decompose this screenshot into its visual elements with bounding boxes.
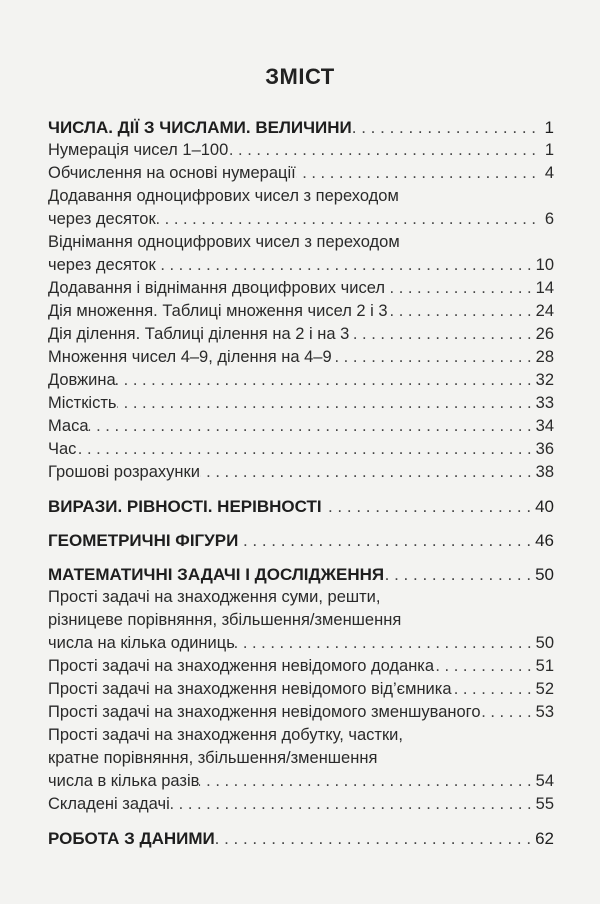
toc-item-title-line: різницеве порівняння, збільшення/зменшення [48, 611, 402, 629]
toc-entry-line [48, 793, 554, 816]
toc-entry-line [48, 678, 554, 701]
toc-entry-title: числа в кілька разів [48, 772, 200, 790]
page-number: 62 [535, 829, 554, 848]
page-number: 6 [544, 210, 554, 228]
page-number: 10 [535, 256, 554, 274]
toc-entry-line [48, 770, 554, 793]
toc-entry-line [48, 495, 554, 518]
dot-leader [228, 139, 540, 162]
toc-item[interactable] [48, 461, 554, 484]
toc-item-title-line: кратне порівняння, збільшення/зменшення [48, 749, 378, 767]
page-number: 26 [535, 325, 554, 343]
page-number: 51 [535, 657, 554, 675]
toc-entry-title: Прості задачі на знаходження невідомого зменшуваного [48, 703, 481, 721]
toc-item-title-line: Прості задачі на знаходження суми, решти, [48, 588, 381, 606]
toc-item[interactable] [48, 438, 554, 461]
toc-item-title-line: Прості задачі на знаходження добутку, частки, [48, 726, 403, 744]
dot-leader [116, 369, 536, 392]
toc-entry-title: Прості задачі на знаходження невідомого доданка [48, 657, 435, 675]
dot-leader [388, 300, 536, 323]
toc-entry-line [48, 300, 554, 323]
toc-section[interactable] [48, 563, 554, 586]
page-number: 40 [535, 497, 554, 516]
dot-leader [352, 116, 540, 139]
table-of-contents [48, 116, 554, 850]
toc-entry-line [48, 827, 554, 850]
toc-entry-line [48, 632, 554, 655]
dot-leader [322, 495, 535, 518]
dot-leader [200, 461, 536, 484]
toc-entry-title: РОБОТА З ДАНИМИ [48, 829, 215, 848]
toc-entry-title: Множення чисел 4–9, ділення на 4–9 [48, 348, 332, 366]
toc-section[interactable] [48, 827, 554, 850]
toc-entry-line [48, 392, 554, 415]
toc-entry-line [48, 701, 554, 724]
toc-entry-line [48, 323, 554, 346]
toc-entry-title: ЧИСЛА. ДІЇ З ЧИСЛАМИ. ВЕЛИЧИНИ [48, 118, 352, 137]
toc-entry-title: через десяток [48, 210, 156, 228]
page-number: 34 [535, 417, 554, 435]
toc-entry-title: Додавання і віднімання двоцифрових чисел [48, 279, 385, 297]
page-number: 46 [535, 531, 554, 550]
toc-entry-line [48, 208, 554, 231]
page-number: 36 [535, 440, 554, 458]
toc-item[interactable] [48, 415, 554, 438]
page-title: ЗМІСТ [265, 64, 335, 89]
toc-entry-title: числа на кілька одиниць [48, 634, 235, 652]
toc-item[interactable] [48, 277, 554, 300]
dot-leader [452, 678, 536, 701]
dot-leader [215, 827, 535, 850]
toc-item-title-line: Віднімання одноцифрових чисел з переходом [48, 233, 400, 251]
page-number: 1 [544, 141, 554, 159]
toc-entry-line [48, 438, 554, 461]
dot-leader [156, 208, 540, 231]
toc-entry-title: Обчислення на основі нумерації [48, 164, 296, 182]
toc-entry-title: через десяток [48, 256, 156, 274]
dot-leader [238, 529, 535, 552]
page-number: 50 [535, 565, 554, 584]
toc-item[interactable] [48, 369, 554, 392]
toc-entry-line [48, 529, 554, 552]
toc-entry-line [48, 346, 554, 369]
dot-leader [235, 632, 536, 655]
page-number: 4 [544, 164, 554, 182]
toc-entry-line [48, 655, 554, 678]
dot-leader [385, 277, 536, 300]
toc-item[interactable] [48, 300, 554, 323]
dot-leader [76, 438, 535, 461]
toc-item[interactable] [48, 346, 554, 369]
toc-entry-title: Маса [48, 417, 89, 435]
toc-entry-line [48, 461, 554, 484]
page-number: 28 [535, 348, 554, 366]
dot-leader [117, 392, 536, 415]
page-number: 55 [535, 795, 554, 813]
toc-entry-title: Грошові розрахунки [48, 463, 200, 481]
dot-leader [156, 254, 536, 277]
toc-item[interactable] [48, 701, 554, 724]
dot-leader [296, 162, 540, 185]
toc-entry-line [48, 415, 554, 438]
page-number: 50 [535, 634, 554, 652]
toc-item[interactable] [48, 724, 554, 793]
toc-entry-line [48, 254, 554, 277]
page-number: 32 [535, 371, 554, 389]
dot-leader [384, 563, 535, 586]
dot-leader [349, 323, 535, 346]
toc-entry-title: Дія ділення. Таблиці ділення на 2 і на 3 [48, 325, 350, 343]
page-number: 14 [535, 279, 554, 297]
page-number: 54 [535, 772, 554, 790]
toc-entry-line [48, 116, 554, 139]
toc-entry-line [48, 162, 554, 185]
dot-leader [89, 415, 536, 438]
page-number: 53 [535, 703, 554, 721]
toc-section[interactable] [48, 116, 554, 139]
toc-entry-line [48, 139, 554, 162]
toc-entry-title: Місткість [48, 394, 117, 412]
toc-item[interactable] [48, 392, 554, 415]
toc-item[interactable] [48, 678, 554, 701]
page-number: 33 [535, 394, 554, 412]
toc-item[interactable] [48, 793, 554, 816]
page-number: 52 [535, 680, 554, 698]
toc-entry-title: Довжина [48, 371, 116, 389]
page-number: 1 [544, 118, 554, 137]
dot-leader [434, 655, 536, 678]
toc-entry-title: Складені задачі [48, 795, 170, 813]
dot-leader [481, 701, 536, 724]
toc-entry-title: Дія множення. Таблиці множення чисел 2 і 3 [48, 302, 388, 320]
toc-section[interactable] [48, 495, 554, 518]
toc-entry-title: ГЕОМЕТРИЧНІ ФІГУРИ [48, 531, 239, 550]
toc-item[interactable] [48, 323, 554, 346]
toc-item[interactable] [48, 586, 554, 655]
dot-leader [199, 770, 535, 793]
toc-entry-title: Нумерація чисел 1–100 [48, 141, 229, 159]
toc-section[interactable] [48, 529, 554, 552]
toc-entry-line [48, 369, 554, 392]
toc-entry-title: Прості задачі на знаходження невідомого від’ємника [48, 680, 452, 698]
toc-entry-line [48, 277, 554, 300]
dot-leader [332, 346, 536, 369]
page-number: 24 [535, 302, 554, 320]
page-number: 38 [535, 463, 554, 481]
toc-item[interactable] [48, 185, 554, 231]
toc-entry-line [48, 563, 554, 586]
toc-item-title-line: Додавання одноцифрових чисел з переходом [48, 187, 399, 205]
dot-leader [170, 793, 536, 816]
toc-item[interactable] [48, 139, 554, 162]
toc-item[interactable] [48, 655, 554, 678]
toc-entry-title: Час [48, 440, 77, 458]
toc-entry-title: МАТЕМАТИЧНІ ЗАДАЧІ І ДОСЛІДЖЕННЯ [48, 565, 385, 584]
toc-entry-title: ВИРАЗИ. РІВНОСТІ. НЕРІВНОСТІ [48, 497, 322, 516]
toc-item[interactable] [48, 162, 554, 185]
toc-item[interactable] [48, 231, 554, 277]
